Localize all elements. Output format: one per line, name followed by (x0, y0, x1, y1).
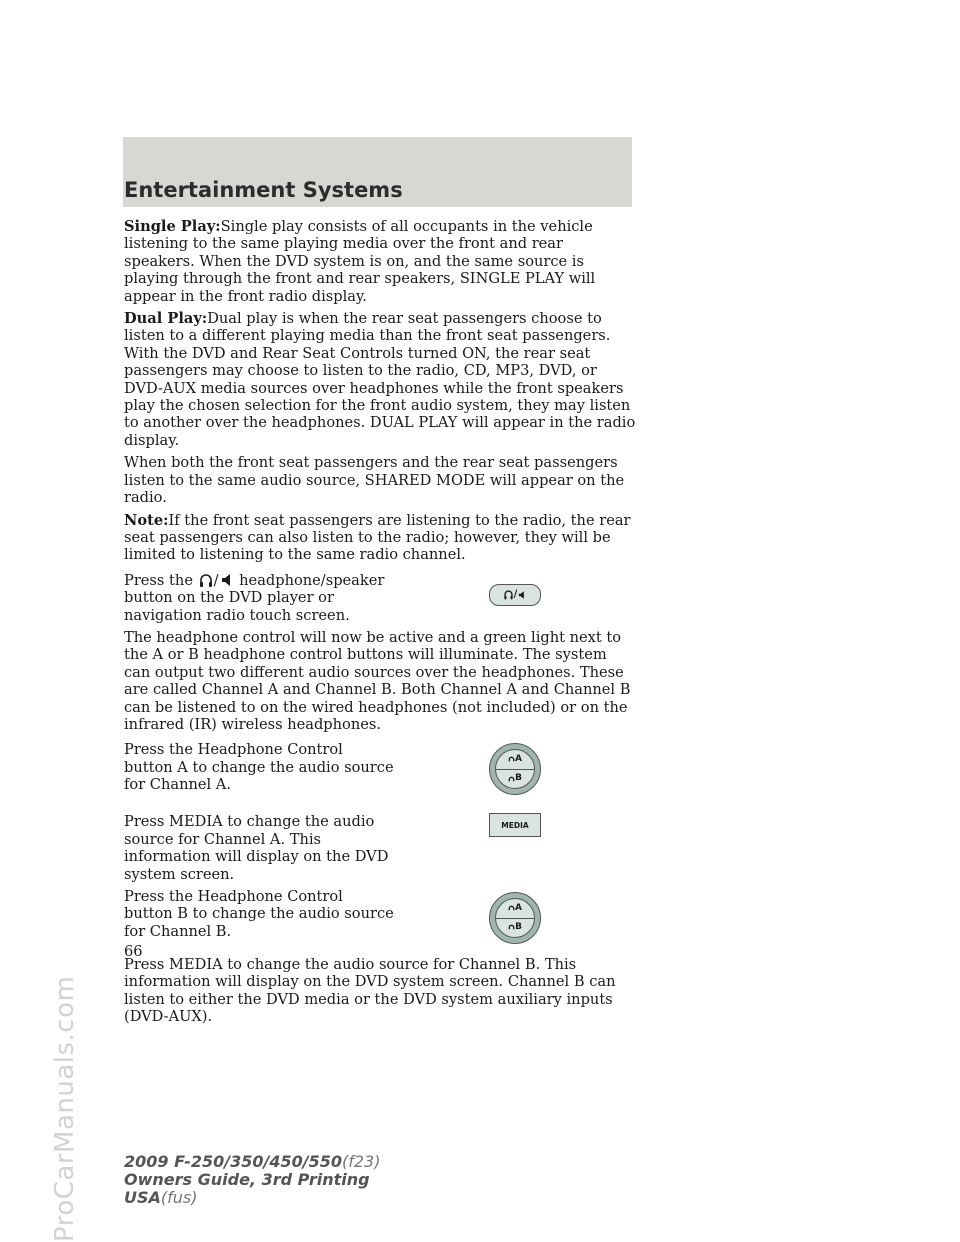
button-slash: / (513, 589, 518, 601)
footer-region: USA (124, 1188, 161, 1207)
media-button-a[interactable]: MEDIA (489, 813, 541, 837)
single-play-text: Single play consists of all occupants in the vehicle listening to the same playing media over the front and rear speakers. When the DVD system is on, and the same source is playing through the front and rear speakers, SINGLE PLAY will appear in the front radio display. (124, 218, 596, 305)
headphone-speaker-button[interactable] (489, 584, 541, 606)
channel-a-row (124, 741, 636, 795)
dial-button-b[interactable] (496, 770, 534, 789)
dial-button-b[interactable] (496, 919, 534, 938)
single-play-label: Single Play: (124, 218, 221, 235)
headphone-icon (508, 756, 515, 763)
watermark: ProCarManuals.com (50, 975, 80, 1242)
footer-guide-line (124, 1171, 380, 1189)
note-text: If the front seat passengers are listening to the radio, the rear seat passengers can also listen to the radio; however, they will be limited to listening to the same radio channel. (124, 511, 631, 564)
icon-slash: / (213, 571, 219, 589)
page-content (124, 218, 636, 1031)
footer-model-line (124, 1153, 380, 1171)
media-a-figure (394, 813, 636, 837)
speaker-icon (219, 572, 235, 588)
footer-model-code: (f23) (342, 1152, 381, 1171)
footer-region-line (124, 1189, 380, 1207)
dial-label-a: A (515, 902, 522, 913)
page-number: 66 (124, 943, 143, 960)
headphone-icon (198, 572, 214, 588)
footer-region-code: (fus) (160, 1188, 198, 1207)
note-paragraph (124, 512, 636, 564)
headphone-icon (503, 589, 514, 600)
dial-face (495, 898, 535, 938)
headphone-control-dial-a[interactable] (489, 743, 541, 795)
dial-label-b: B (515, 773, 522, 784)
headphone-icon (508, 905, 515, 912)
footer-model: 2009 F-250/350/450/550 (124, 1152, 342, 1171)
shared-mode-paragraph: When both the front seat passengers and the rear seat passengers listen to the same audio source, SHARED MODE will appear on the radio. (124, 454, 625, 507)
dual-play-text: Dual play is when the rear seat passengers choose to listen to a different playing media than the front seat passengers. With the DVD and Rear Seat Controls turned ON, the rear seat passengers may choose to listen to the radio, CD, MP3, DVD, or DVD-AUX media sources over headphones while the front speakers play the chosen selection for the front audio system, they may listen to another over the headphones. DUAL PLAY will appear in the radio display. (124, 310, 636, 449)
headphone-icon (508, 776, 515, 783)
headphone-control-paragraph: The headphone control will now be active and a green light next to the A or B headphone control buttons will illuminate. The system can output two different audio sources over the headphones. These are called Channel A and Channel B. Both Channel A and Channel B can be listened to on the wired headphones (not included) or on the infrared (IR) wireless headphones. (124, 628, 631, 733)
channel-b-figure (394, 888, 636, 944)
footer-guide: Owners Guide, 3rd Printing (124, 1170, 370, 1189)
dual-play-label: Dual Play: (124, 310, 208, 328)
single-play-paragraph (124, 218, 636, 305)
headphone-speaker-paragraph (124, 572, 394, 624)
dial-face (495, 749, 535, 789)
media-a-row (124, 813, 636, 883)
dial-button-a[interactable] (496, 750, 534, 769)
press-a-paragraph: Press the Headphone Control button A to change the audio source for Channel A. (124, 741, 394, 794)
page-title: Entertainment Systems (124, 178, 403, 202)
dial-label-b: B (515, 922, 522, 933)
press-media-b-paragraph: Press MEDIA to change the audio source for Channel B. This information will display on the DVD system screen. Channel B can listen to either the DVD media or the DVD system auxiliary inputs (DVD-AUX). (124, 956, 616, 1026)
dial-button-a[interactable] (496, 899, 534, 918)
press-b-paragraph: Press the Headphone Control button B to change the audio source for Channel B. (124, 888, 394, 940)
press-the-text: Press the (124, 571, 193, 589)
dual-play-paragraph (124, 310, 636, 449)
channel-b-row (124, 888, 636, 944)
dial-label-a: A (515, 753, 522, 764)
speaker-icon (517, 590, 527, 600)
headphone-icon (508, 924, 515, 931)
headphone-speaker-text: headphone/speaker button on the DVD player or navigation radio touch screen. (124, 571, 385, 624)
note-label: Note: (124, 511, 169, 529)
footer (124, 1153, 380, 1207)
headphone-control-dial-b[interactable] (489, 892, 541, 944)
press-media-a-paragraph: Press MEDIA to change the audio source for Channel A. This information will display on the DVD system screen. (124, 813, 389, 883)
headphone-speaker-figure (394, 572, 636, 606)
channel-a-figure (394, 741, 636, 795)
headphone-speaker-row (124, 572, 636, 624)
